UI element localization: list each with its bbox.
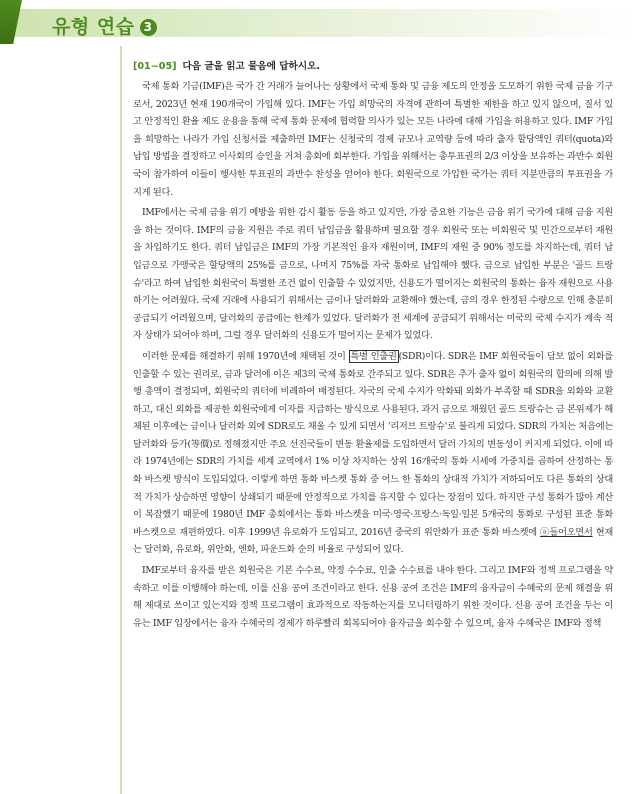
underlined-word-a: ⓐ들어오면서 bbox=[540, 526, 593, 538]
passage-paragraph-1: 국제 통화 기금(IMF)은 국가 간 거래가 늘어나는 상황에서 국제 통화 및 금융 제도의 안정을 도모하기 위한 국제 금융 기구로서, 2023년 현재 190개국이 가입해 있다. IMF는 가입 희망국의 자격에 관하여 특별한 제한을 하고 있지 않으며, 질서 있고 안정적인 환율 제도 운용을 통해 국제 통화 문제에 협력할 의사가 있는 모든 나라에 대해 가입을 허용하고 있다. IMF 가입을 희망하는 나라가 가입 신청서를 제출하면 IMF는 신청국의 경제 규모나 교역량 등에 따라 출자 할당액인 쿼터(quota)와 납입 방법을 결정하고 이사회의 승인을 거쳐 총회에 회부한다. 가입을 위해서는 총투표권의 2/3 이상을 보유하는 과반수 회원국이 참가하여 이들이 행사한 투표권의 과반수 찬성을 얻어야 한다. 회원국으로 가입한 국가는 쿼터 지분만큼의 투표권을 가지게 된다. bbox=[133, 81, 613, 198]
section-title bbox=[52, 12, 157, 39]
passage-paragraph-3-part-a: 이러한 문제를 해결하기 위해 1970년에 채택된 것이 bbox=[142, 350, 349, 362]
question-range: [01~05] bbox=[133, 61, 177, 72]
passage-paragraph-4: IMF로부터 융자를 받은 회원국은 기본 수수료, 약정 수수료, 인출 수수료를 내야 한다. 그리고 IMF와 정책 프로그램을 약속하고 이를 이행해야 하는데, 이를 신용 공여 조건이라고 한다. 신용 공여 조건은 IMF의 융자금이 수혜국의 문제 해결을 위해 제대로 쓰이고 있는지와 정책 프로그램이 효과적으로 작동하는지를 모니터링하기 위한 것이다. 신용 공여 조건을 두는 이유는 IMF 입장에서는 융자 수혜국의 경제가 하루빨리 회복되어야 융자금을 회수할 수 있으며, 융자 수혜국은 IMF와 정책 bbox=[133, 565, 613, 629]
instruction-text: 다음 글을 읽고 물음에 답하시오. bbox=[182, 61, 320, 72]
passage-paragraph-3-part-b: (SDR)이다. SDR은 IMF 회원국들이 담보 없이 외화를 인출할 수 있는 권리로, 금과 달러에 이은 제3의 국제 통화로 간주되고 있다. SDR은 추가 출자 없이 회원국의 합의에 의해 발행 총액이 결정되며, 회원국의 쿼터에 비례하여 배정된다. 자국의 국제 수지가 악화돼 외화가 부족할 때 SDR을 외화와 교환하고, 대신 외화를 제공한 회원국에게 이자를 지급하는 방식으로 사용된다. 과거 금으로 채웠던 골드 트랑슈는 금 본위제가 해체된 이후에는 금이나 달러화 외에 SDR로도 채울 수 있게 되면서 '리저브 트랑슈'로 불리게 되었다. SDR의 가치는 처음에는 달러화와 등가(等價)로 정해졌지만 주요 선진국들이 변동 환율제를 도입하면서 달러 가치의 변동성이 커지게 되었다. 이에 따라 1974년에는 SDR의 가치를 세계 교역에서 1% 이상 차지하는 상위 16개국의 통화 시세에 가중치를 곱하여 산정하는 통화 바스켓 방식이 도입되었다. 이렇게 하면 통화 바스켓 통화 중 어느 한 통화의 상대적 가치가 저하되어도 다른 통화의 상대적 가치가 상승하면 영향이 상쇄되기 때문에 안정적으로 가치를 유지할 수 있다는 장점이 있다. 하지만 구성 통화가 많아 계산이 복잡했기 때문에 1980년 IMF 총회에서는 통화 바스켓을 미국·영국·프랑스·독일·일본 5개국의 통화로 구성된 표준 통화 바스켓으로 재편하였다. 이후 1999년 유로화가 도입되고, 2016년 중국의 위안화가 표준 통화 바스켓에 bbox=[133, 350, 613, 538]
page-header bbox=[0, 0, 635, 44]
section-title-text: 유형 연습 bbox=[52, 16, 135, 38]
question-instruction bbox=[133, 58, 320, 72]
section-number-badge: 3 bbox=[140, 19, 157, 36]
boxed-term-sdr: 특별 인출권 bbox=[350, 350, 397, 362]
reading-passage bbox=[133, 78, 613, 635]
passage-paragraph-3-part-c: 현재는 달러화, 유로화, 위안화, 엔화, 파운드화 순의 비율로 구성되어 있다. bbox=[133, 526, 613, 556]
passage-paragraph-3 bbox=[133, 348, 613, 559]
passage-paragraph-2: IMF에서는 국제 금융 위기 예방을 위한 감시 활동 등을 하고 있지만, 가장 중요한 기능은 금융 위기 국가에 대해 금융 지원을 하는 것이다. IMF의 금융 지원은 주로 쿼터 납입금을 활용하며 필요할 경우 회원국 또는 비회원국 및 민간으로부터 재원을 차입하기도 한다. 쿼터 납입금은 IMF의 가장 기본적인 융자 재원이며, IMF의 재원 중 90% 정도를 차지하는데, 쿼터 납입금으로 가맹국은 할당액의 25%를 금으로, 나머지 75%를 자국 통화로 납입해야 했다. 금으로 납입한 부분은 '골드 트랑슈'라고 하여 납입한 회원국이 특별한 조건 없이 인출할 수 있었지만, 신용도가 떨어지는 회원국의 통화는 융자 재원으로 사용하기는 어려웠다. 국제 거래에 사용되기 위해서는 금이나 달러화와 교환해야 했는데, 금의 경우 한정된 수량으로 인해 충분히 공급되기 어려웠으며, 달러화의 공급에는 한계가 있었다. 달러화가 전 세계에 공급되기 위해서는 미국의 국제 수지가 계속 적자 상태가 되어야 하며, 그럴 경우 달러화의 신용도가 떨어지는 문제가 있었다. bbox=[133, 207, 613, 342]
margin-rule bbox=[120, 46, 122, 794]
